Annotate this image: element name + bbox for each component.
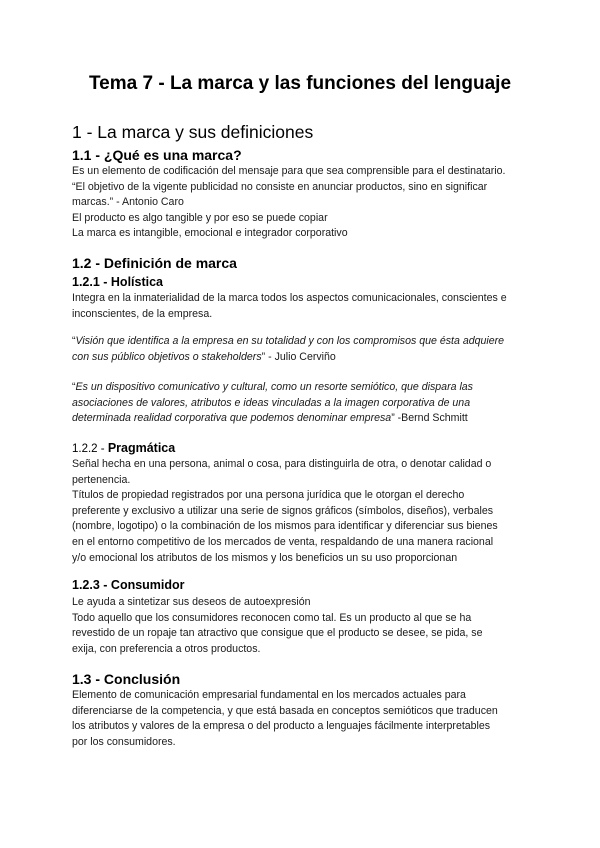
body-line: y/o emocional los atributos de los mismos y los beneficios un su uso proporcionan <box>72 551 458 564</box>
body-line: Le ayuda a sintetizar sus deseos de autoexpresión <box>72 596 311 608</box>
heading-number: 1.2.2 - <box>72 443 108 455</box>
body-line: exija, con preferencia a otros productos. <box>72 642 261 655</box>
quote-text-line: con sus público objetivos o stakeholders <box>72 350 262 363</box>
section-1-1-body <box>72 164 540 242</box>
quote-cervino <box>72 334 540 365</box>
section-1-heading: 1 - La marca y sus definiciones <box>72 122 314 142</box>
section-1-3-heading: 1.3 - Conclusión <box>72 671 181 687</box>
quote-attribution: ” - Julio Cerviño <box>261 350 336 363</box>
quote-open-mark: “ <box>72 335 76 347</box>
body-line: marcas.” - Antonio Caro <box>72 196 184 209</box>
section-1-3-body <box>72 688 540 750</box>
quote-text-line: Es un dispositivo comunicativo y cultural, como un resorte semiótico, que dispara las <box>75 381 473 393</box>
section-1-2-2-heading <box>72 440 540 457</box>
body-line: (nombre, logotipo) o la combinación de los mismos para identificar y diferenciar sus bienes <box>72 520 498 533</box>
section-1-2-heading: 1.2 - Definición de marca <box>72 255 237 271</box>
body-line: por los consumidores. <box>72 735 176 748</box>
quote-text-line: asociaciones de valores, atributos e ideas vinculadas a la imagen corporativa de una <box>72 396 471 409</box>
quote-schmitt <box>72 380 540 427</box>
quote-text-line: determinada realidad corporativa que podemos denominar empresa <box>72 412 392 425</box>
body-line: La marca es intangible, emocional e integrador corporativo <box>72 227 348 240</box>
section-1-2-1-body <box>72 291 540 322</box>
body-line: Títulos de propiedad registrados por una persona jurídica que le otorgan el derecho <box>72 489 465 502</box>
body-line: Señal hecha en una persona, animal o cosa, para distinguirla de otra, o denotar calidad o <box>72 458 492 470</box>
body-line: Es un elemento de codificación del mensaje para que sea comprensible para el destinatario. <box>72 165 506 177</box>
heading-text: Consumidor <box>110 578 185 592</box>
heading-text: Pragmática <box>107 441 176 455</box>
section-1-2-3-heading <box>72 577 540 593</box>
body-line: “El objetivo de la vigente publicidad no consiste en anunciar productos, sino en significar <box>72 180 488 193</box>
document-title: Tema 7 - La marca y las funciones del lenguaje <box>88 73 512 94</box>
section-1-2-1-heading: 1.2.1 - Holística <box>72 275 164 289</box>
heading-number: 1.2.3 - <box>72 578 111 592</box>
body-line: diferenciarse de la competencia, y que está basada en conceptos semióticos que traducen <box>72 704 498 717</box>
body-line: los atributos y valores de la empresa o del producto a lenguajes fácilmente interpretables <box>72 720 491 733</box>
body-line: pertenencia. <box>72 473 131 486</box>
quote-open-mark: “ <box>72 381 76 393</box>
body-line: en el entorno competitivo de los mercados de venta, respaldando de una manera racional <box>72 535 494 548</box>
body-line: El producto es algo tangible y por eso se puede copiar <box>72 211 328 224</box>
body-line: inconscientes, de la empresa. <box>72 307 213 320</box>
section-1-2-2-body <box>72 457 540 566</box>
body-line: Elemento de comunicación empresarial fundamental en los mercados actuales para <box>72 689 466 701</box>
body-line: Integra en la inmaterialidad de la marca todos los aspectos comunicacionales, conscientes e <box>72 292 507 304</box>
quote-attribution: ” -Bernd Schmitt <box>391 412 468 425</box>
body-line: revestido de un ropaje tan atractivo que consigue que el producto se desee, se pida, se <box>72 627 483 640</box>
body-line: preferente y exclusivo a utilizar una serie de signos gráficos (símbolos, diseños), verbales <box>72 504 494 517</box>
body-line: Todo aquello que los consumidores reconocen como tal. Es un producto al que se ha <box>72 611 472 624</box>
quote-text-line: Visión que identifica a la empresa en su totalidad y con los compromisos que ésta adquiere <box>75 335 505 347</box>
section-1-2-3-body <box>72 595 540 657</box>
section-1-1-heading: 1.1 - ¿Qué es una marca? <box>72 147 242 163</box>
